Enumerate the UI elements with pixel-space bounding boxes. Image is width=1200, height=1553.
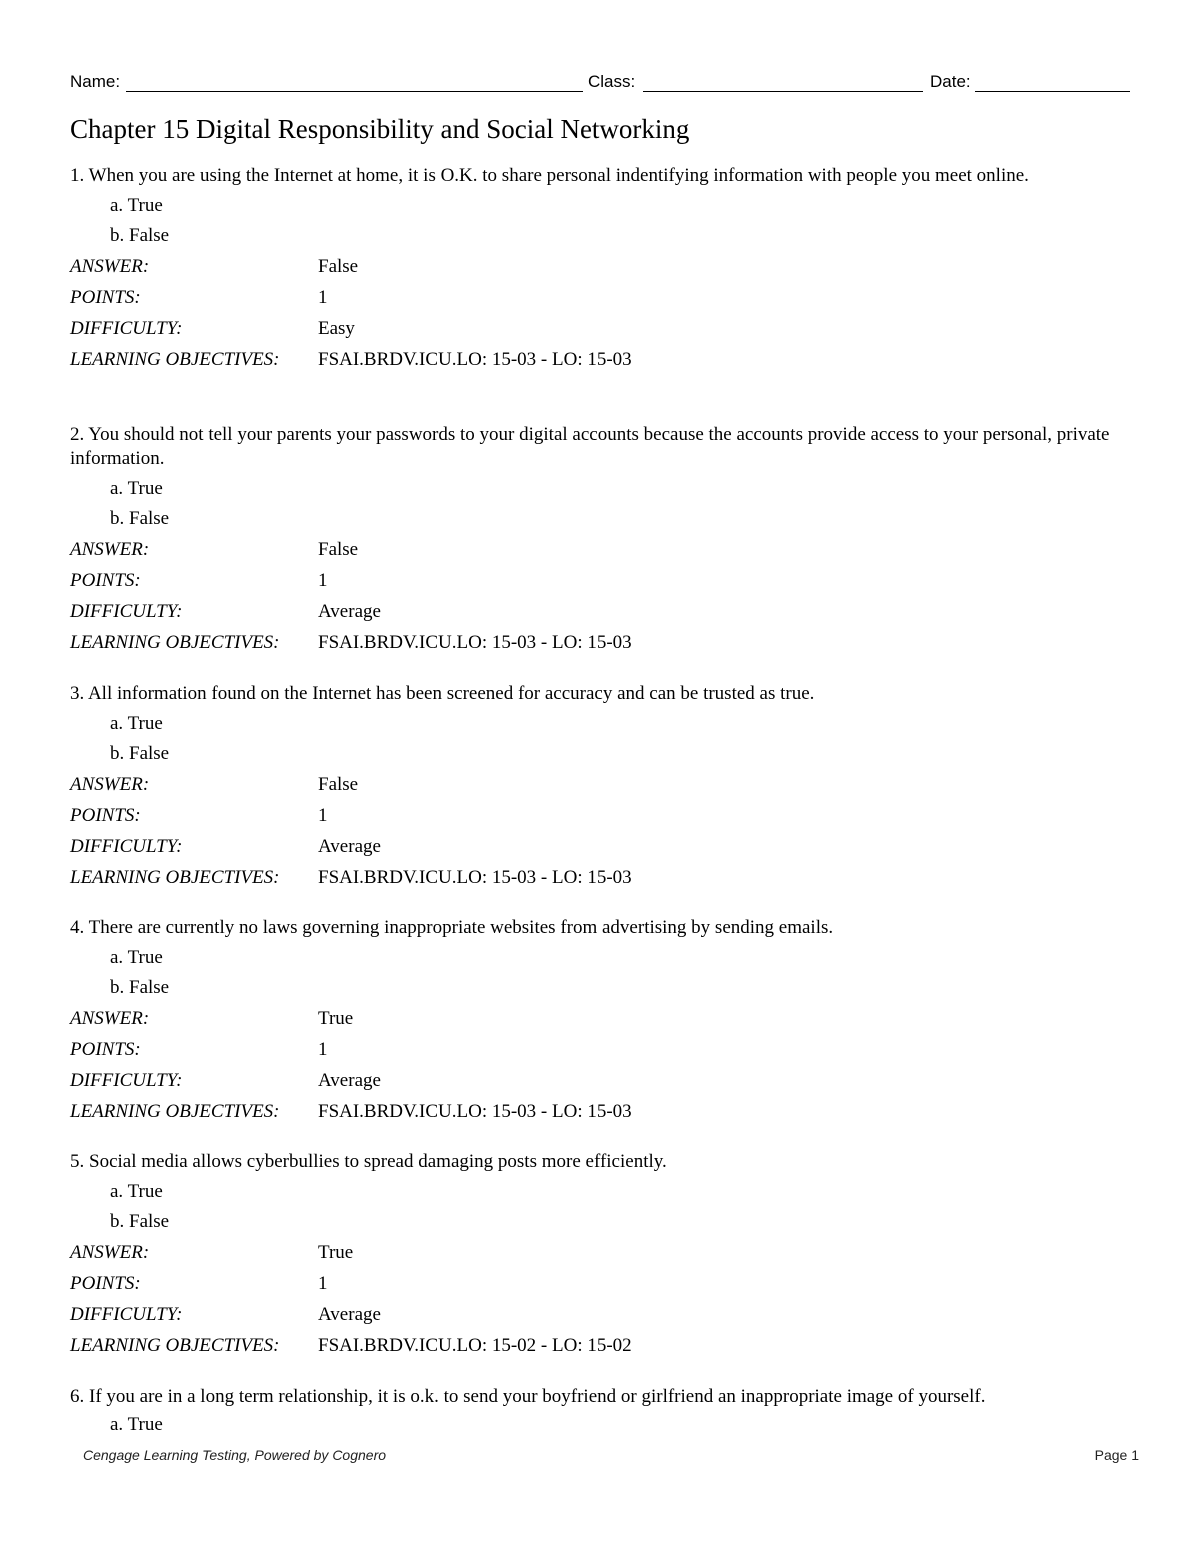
objectives-row bbox=[70, 866, 1130, 890]
header-fields bbox=[70, 72, 1130, 96]
option-b: b. False bbox=[110, 225, 170, 246]
question-4 bbox=[70, 916, 1130, 1124]
answer-value: True bbox=[318, 1008, 354, 1029]
objectives-label: LEARNING OBJECTIVES: bbox=[70, 867, 280, 888]
answer-label: ANSWER: bbox=[70, 1008, 150, 1029]
name-field[interactable] bbox=[126, 91, 583, 92]
class-field[interactable] bbox=[643, 91, 923, 92]
answer-row bbox=[70, 255, 1130, 279]
objectives-row bbox=[70, 631, 1130, 655]
page-number: Page 1 bbox=[1094, 1447, 1139, 1463]
points-row bbox=[70, 569, 1130, 593]
points-value: 1 bbox=[318, 805, 328, 826]
question-text: 6. If you are in a long term relationship, it is o.k. to send your boyfriend or girlfriend an inappropriate image of yourself. bbox=[70, 1386, 986, 1407]
points-row bbox=[70, 1272, 1130, 1296]
difficulty-value: Average bbox=[318, 601, 381, 622]
points-row bbox=[70, 1038, 1130, 1062]
difficulty-row bbox=[70, 317, 1130, 341]
answer-row bbox=[70, 1241, 1130, 1265]
objectives-value: FSAI.BRDV.ICU.LO: 15-03 - LO: 15-03 bbox=[318, 632, 632, 653]
difficulty-value: Average bbox=[318, 1304, 381, 1325]
date-field[interactable] bbox=[975, 91, 1130, 92]
answer-row bbox=[70, 1007, 1130, 1031]
difficulty-value: Average bbox=[318, 836, 381, 857]
difficulty-row bbox=[70, 1069, 1130, 1093]
answer-label: ANSWER: bbox=[70, 539, 150, 560]
answer-value: False bbox=[318, 539, 359, 560]
points-row bbox=[70, 804, 1130, 828]
option-b: b. False bbox=[110, 977, 170, 998]
option-a: a. True bbox=[110, 1181, 163, 1202]
answer-value: True bbox=[318, 1242, 354, 1263]
name-label: Name: bbox=[70, 72, 121, 91]
points-label: POINTS: bbox=[70, 287, 141, 308]
question-text: 3. All information found on the Internet has been screened for accuracy and can be trusted as true. bbox=[70, 683, 815, 704]
option-b: b. False bbox=[110, 1211, 170, 1232]
objectives-value: FSAI.BRDV.ICU.LO: 15-03 - LO: 15-03 bbox=[318, 867, 632, 888]
difficulty-label: DIFFICULTY: bbox=[70, 601, 183, 622]
difficulty-label: DIFFICULTY: bbox=[70, 836, 183, 857]
points-value: 1 bbox=[318, 1039, 328, 1060]
objectives-label: LEARNING OBJECTIVES: bbox=[70, 632, 280, 653]
objectives-label: LEARNING OBJECTIVES: bbox=[70, 1101, 280, 1122]
answer-value: False bbox=[318, 774, 359, 795]
difficulty-label: DIFFICULTY: bbox=[70, 318, 183, 339]
points-row bbox=[70, 286, 1130, 310]
points-value: 1 bbox=[318, 1273, 328, 1294]
objectives-value: FSAI.BRDV.ICU.LO: 15-02 - LO: 15-02 bbox=[318, 1335, 632, 1356]
points-label: POINTS: bbox=[70, 805, 141, 826]
objectives-value: FSAI.BRDV.ICU.LO: 15-03 - LO: 15-03 bbox=[318, 349, 632, 370]
points-value: 1 bbox=[318, 570, 328, 591]
difficulty-label: DIFFICULTY: bbox=[70, 1304, 183, 1325]
question-3 bbox=[70, 682, 1130, 890]
class-label: Class: bbox=[588, 72, 636, 91]
question-text: 1. When you are using the Internet at home, it is O.K. to share personal indentifying information with people you meet online. bbox=[70, 165, 1029, 186]
objectives-row bbox=[70, 1100, 1130, 1124]
answer-row bbox=[70, 538, 1130, 562]
page-title: Chapter 15 Digital Responsibility and Social Networking bbox=[70, 114, 690, 144]
answer-label: ANSWER: bbox=[70, 1242, 150, 1263]
question-text: 5. Social media allows cyberbullies to spread damaging posts more efficiently. bbox=[70, 1151, 667, 1172]
objectives-value: FSAI.BRDV.ICU.LO: 15-03 - LO: 15-03 bbox=[318, 1101, 632, 1122]
footer-credit: Cengage Learning Testing, Powered by Cognero bbox=[83, 1447, 387, 1463]
difficulty-label: DIFFICULTY: bbox=[70, 1070, 183, 1091]
question-text: 2. You should not tell your parents your passwords to your digital accounts because the accounts provide access to your personal, private information. bbox=[70, 424, 1110, 469]
points-label: POINTS: bbox=[70, 570, 141, 591]
question-text: 4. There are currently no laws governing inappropriate websites from advertising by sending emails. bbox=[70, 917, 834, 938]
difficulty-value: Average bbox=[318, 1070, 381, 1091]
answer-value: False bbox=[318, 256, 359, 277]
question-6 bbox=[70, 1385, 1130, 1437]
question-5 bbox=[70, 1150, 1130, 1358]
answer-label: ANSWER: bbox=[70, 256, 150, 277]
answer-row bbox=[70, 773, 1130, 797]
objectives-label: LEARNING OBJECTIVES: bbox=[70, 1335, 280, 1356]
points-label: POINTS: bbox=[70, 1039, 141, 1060]
question-2 bbox=[70, 423, 1130, 655]
option-a: a. True bbox=[110, 478, 163, 499]
option-b: b. False bbox=[110, 743, 170, 764]
option-a: a. True bbox=[110, 1414, 163, 1435]
objectives-label: LEARNING OBJECTIVES: bbox=[70, 349, 280, 370]
points-label: POINTS: bbox=[70, 1273, 141, 1294]
difficulty-value: Easy bbox=[318, 318, 355, 339]
question-1 bbox=[70, 164, 1130, 372]
points-value: 1 bbox=[318, 287, 328, 308]
date-label: Date: bbox=[930, 72, 971, 91]
option-b: b. False bbox=[110, 508, 170, 529]
answer-label: ANSWER: bbox=[70, 774, 150, 795]
option-a: a. True bbox=[110, 947, 163, 968]
difficulty-row bbox=[70, 835, 1130, 859]
objectives-row bbox=[70, 1334, 1130, 1358]
option-a: a. True bbox=[110, 195, 163, 216]
option-a: a. True bbox=[110, 713, 163, 734]
difficulty-row bbox=[70, 600, 1130, 624]
difficulty-row bbox=[70, 1303, 1130, 1327]
objectives-row bbox=[70, 348, 1130, 372]
